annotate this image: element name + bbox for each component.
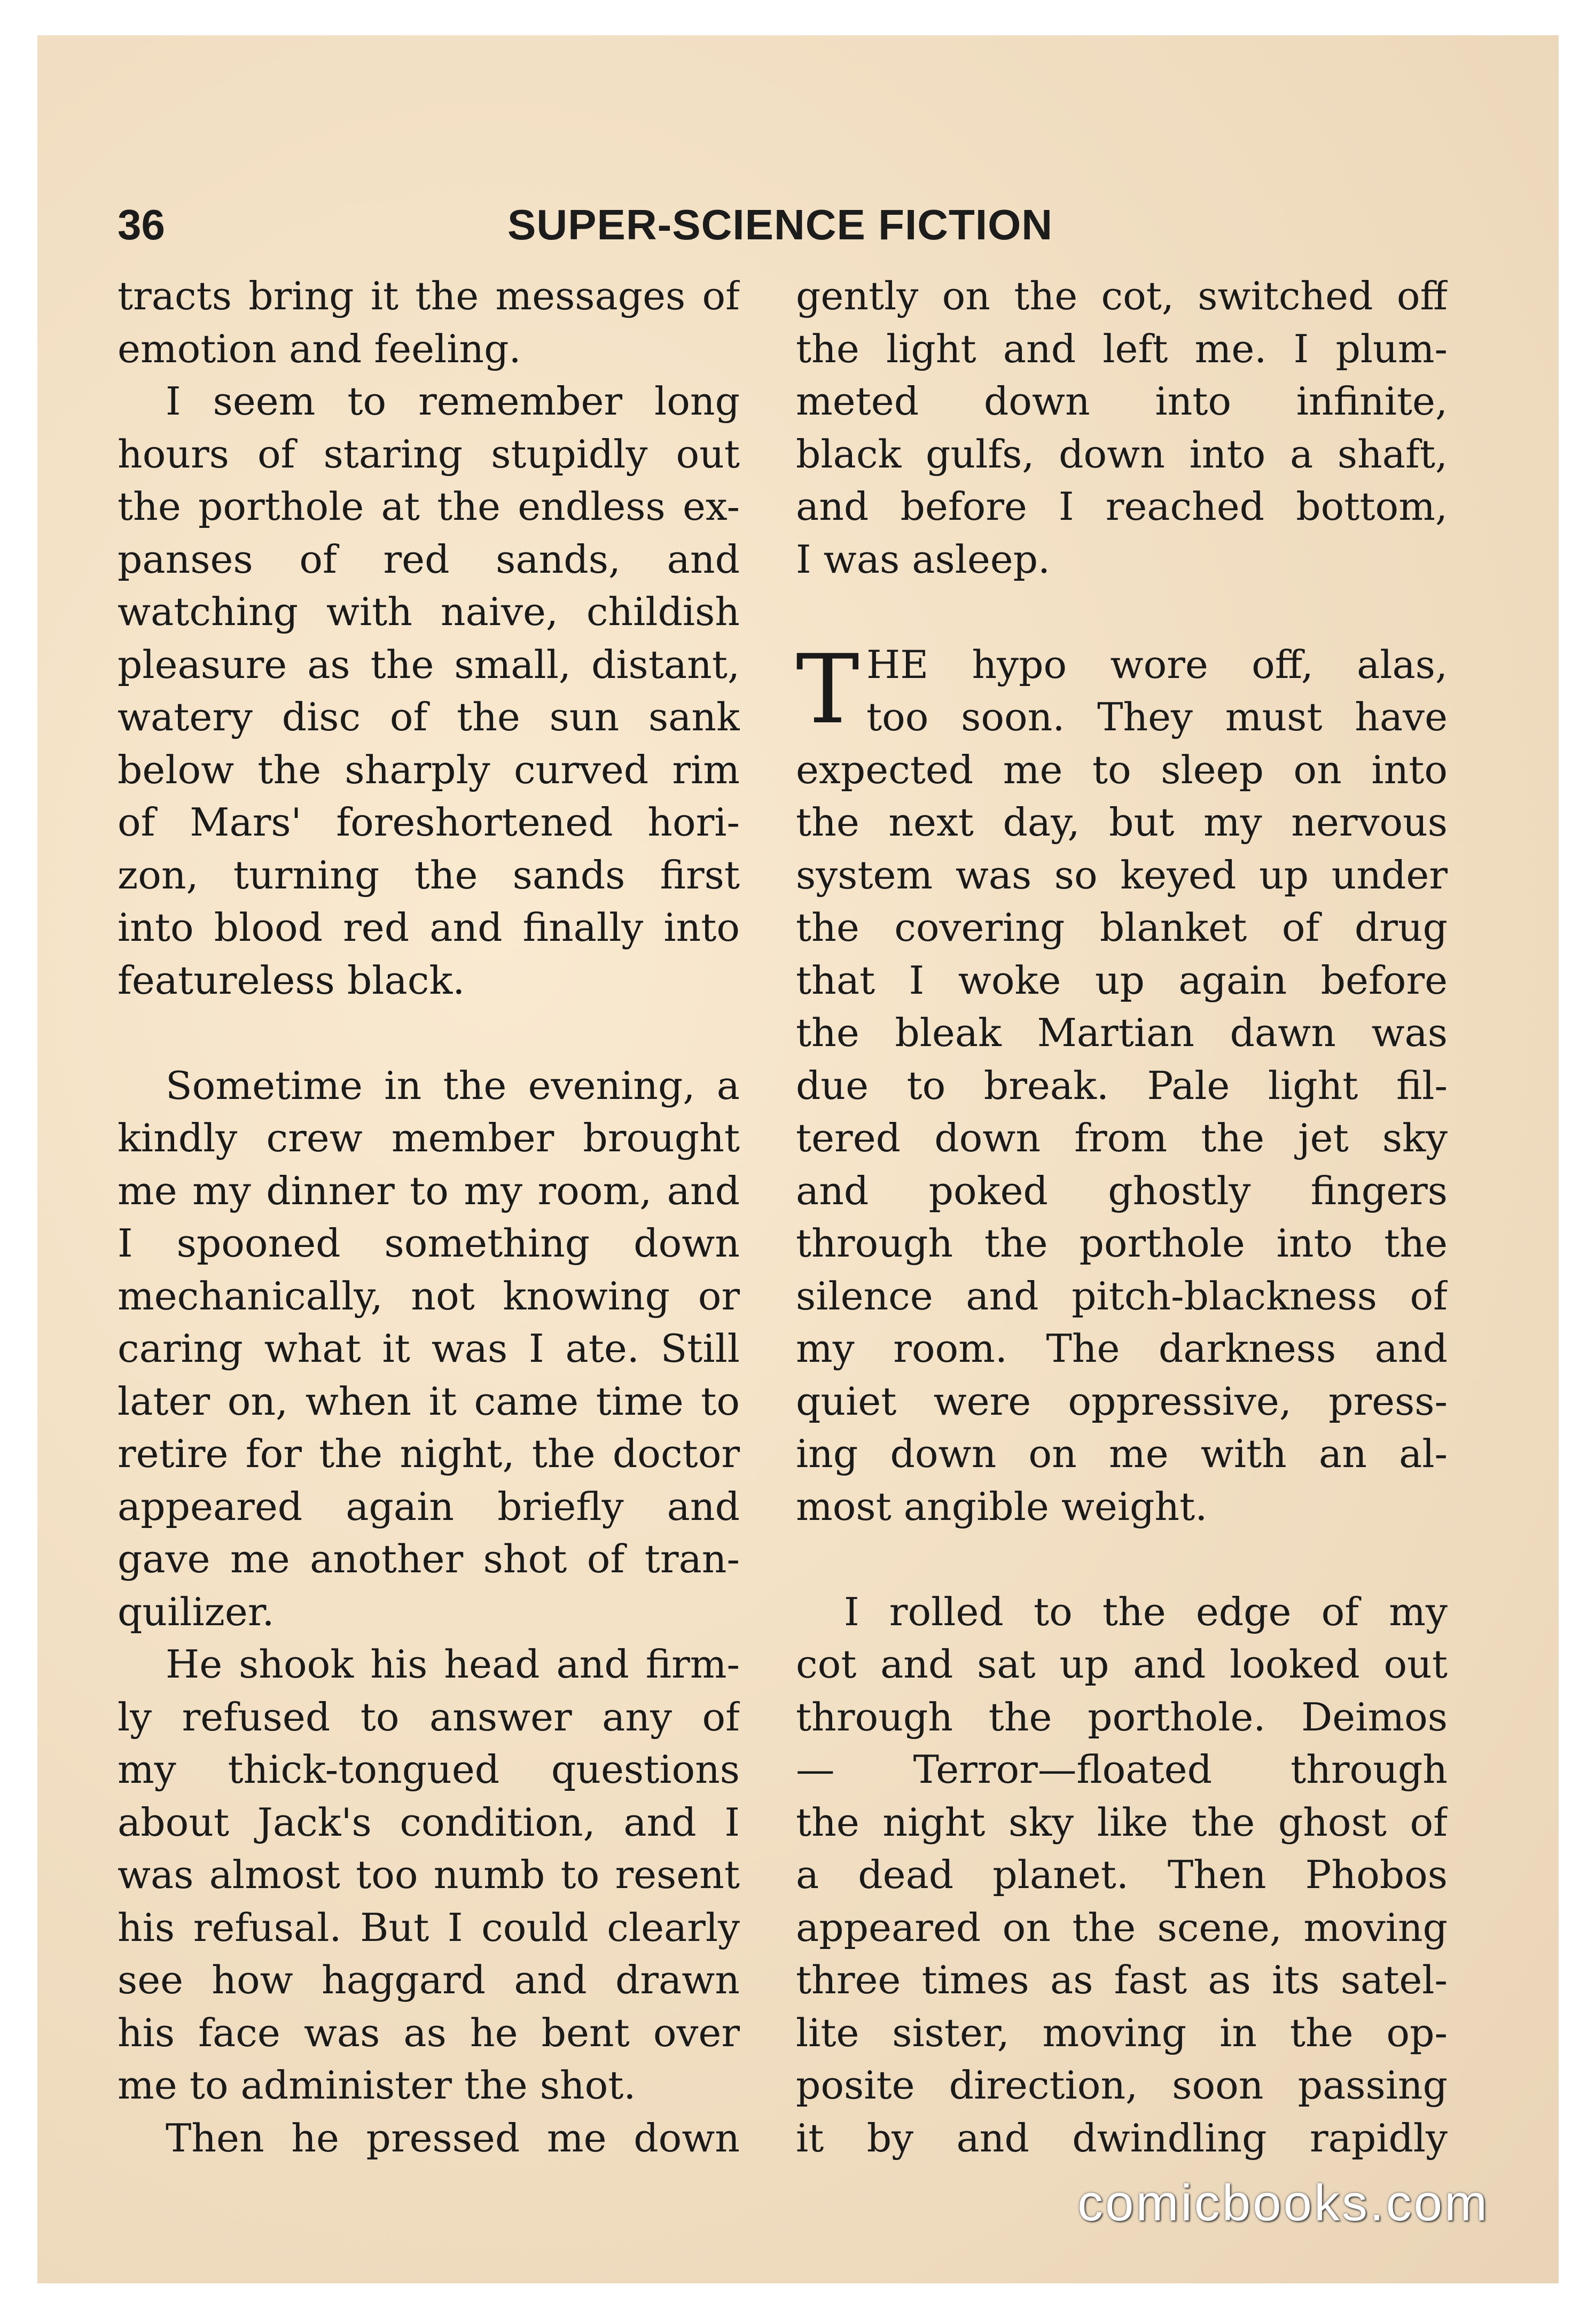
text-line: me my dinner to my room, and [118,1168,740,1214]
text-line: of Mars' foreshortened hori- [118,800,740,845]
text-line: that I woke up again before [796,958,1448,1003]
text-line: it by and dwindling rapidly [796,2116,1448,2161]
text-line: mechanically, not knowing or [118,1274,740,1319]
text-line: see how haggard and drawn [118,1958,740,2003]
text-line: — Terror—floated through [796,1748,1448,1792]
text-line: and before I reached bottom, [796,485,1448,529]
page-header [37,196,1559,254]
text-line: pleasure as the small, distant, [118,642,740,688]
text-line: I seem to remember long [166,379,740,424]
text-line: panses of red sands, and [118,537,740,582]
text-line: appeared on the scene, moving [796,1905,1448,1951]
text-line: kindly crew member brought [118,1116,740,1161]
text-line: the bleak Martian dawn was [796,1011,1448,1056]
text-line: ing down on me with an al- [796,1432,1448,1477]
text-line: Sometime in the evening, a [166,1063,740,1109]
watermark-text: comicbooks.com [1077,2174,1489,2232]
text-line: the porthole at the endless ex- [118,485,740,529]
text-line: system was so keyed up under [796,853,1448,898]
text-line: gave me another shot of tran- [118,1537,740,1582]
text-line: He shook his head and firm- [166,1642,740,1687]
running-title: SUPER-SCIENCE FICTION [507,201,1053,248]
text-line: zon, turning the sands first [118,853,740,898]
text-line: caring what it was I ate. Still [118,1327,740,1371]
paragraph-gap [796,1533,1448,1586]
text-line: tracts bring it the messages of [118,274,740,319]
book-page [37,35,1559,2283]
text-line: the covering blanket of drug [796,906,1448,950]
page-number: 36 [118,201,165,248]
text-line: through the porthole. Deimos [796,1695,1448,1740]
text-line: watery disc of the sun sank [118,695,740,740]
text-line: me to administer the shot. [118,2063,636,2108]
text-line: below the sharply curved rim [118,747,740,793]
text-line: his refusal. But I could clearly [118,1905,740,1951]
text-line: too soon. They must have [866,695,1448,740]
text-line: watching with naive, childish [118,590,740,635]
text-line: gently on the cot, switched off [796,274,1448,319]
section-break [796,586,1448,639]
text-line: the night sky like the ghost of [796,1800,1448,1845]
text-line: I spooned something down [118,1221,740,1266]
text-line: Then he pressed me down [166,2116,740,2161]
text-line: through the porthole into the [796,1221,1448,1266]
text-line: HE hypo wore off, alas, [866,642,1448,688]
text-line: later on, when it came time to [118,1379,740,1424]
text-line: black gulfs, down into a shaft, [796,432,1448,477]
right-column [796,270,1448,2165]
text-line: meted down into infinite, [796,379,1448,424]
text-line: quilizer. [118,1589,275,1635]
text-line: appeared again briefly and [118,1484,740,1530]
text-line: hours of staring stupidly out [118,432,740,477]
text-line: about Jack's condition, and I [118,1800,740,1845]
text-line: quiet were oppressive, press- [796,1379,1448,1424]
paragraph-gap [118,1007,740,1060]
text-line: into blood red and finally into [118,906,740,950]
text-line: expected me to sleep on into [796,747,1448,793]
text-line: the light and left me. I plum- [796,326,1448,372]
text-line: cot and sat up and looked out [796,1642,1448,1687]
text-line: featureless black. [118,958,465,1003]
text-line: most angible weight. [796,1484,1208,1530]
text-line: and poked ghostly fingers [796,1168,1448,1214]
text-line: tered down from the jet sky [796,1116,1448,1161]
drop-cap-letter: T [796,634,859,745]
text-line: retire for the night, the doctor [118,1432,740,1477]
text-line: the next day, but my nervous [796,800,1448,845]
text-line: I was asleep. [796,537,1051,582]
text-line: lite sister, moving in the op- [796,2010,1448,2056]
text-line: ly refused to answer any of [118,1695,740,1740]
text-line: my thick-tongued questions [118,1748,740,1792]
text-line: was almost too numb to resent [118,1853,740,1898]
left-column [118,270,740,2165]
text-line: three times as fast as its satel- [796,1958,1448,2003]
text-line: emotion and feeling. [118,326,521,372]
text-line: his face was as he bent over [118,2010,740,2056]
text-line: posite direction, soon passing [796,2063,1448,2108]
text-line: silence and pitch-blackness of [796,1274,1448,1319]
text-line: I rolled to the edge of my [844,1589,1448,1635]
text-line: due to break. Pale light fil- [796,1063,1448,1109]
drop-cap-paragraph [796,634,1448,745]
text-line: a dead planet. Then Phobos [796,1853,1448,1898]
text-line: my room. The darkness and [796,1327,1448,1371]
